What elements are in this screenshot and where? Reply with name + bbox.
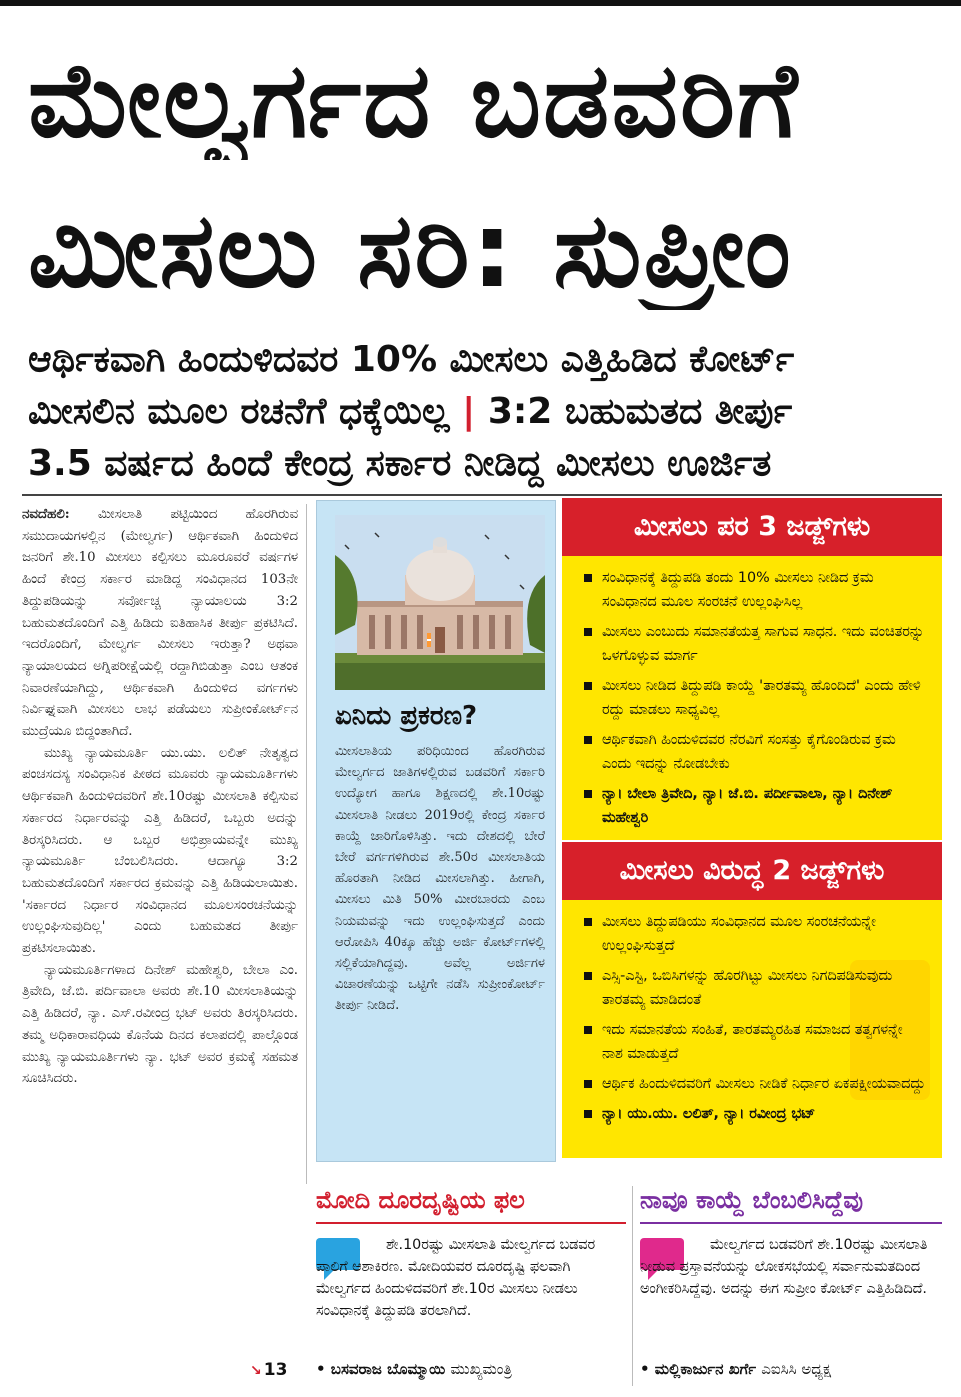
judges-for-panel bbox=[562, 556, 942, 840]
judges-against-title: ಮೀಸಲು ವಿರುದ್ಧ 2 ಜಡ್ಜ್‌ಗಳು bbox=[562, 842, 942, 900]
dateline: ನವದೆಹಲಿ: bbox=[22, 507, 70, 522]
subdeck-line-1: ಆರ್ಥಿಕವಾಗಿ ಹಿಂದುಳಿದವರ 10% ಮೀಸಲು ಎತ್ತಿಹಿಡಿದ ಕೋರ್ಟ್ bbox=[28, 339, 795, 380]
judges-for-point: ಸಂವಿಧಾನಕ್ಕೆ ತಿದ್ದುಪಡಿ ತಂದು 10% ಮೀಸಲು ನೀಡಿದ ಕ್ರಮ ಸಂವಿಧಾನದ ಮೂಲ ಸಂರಚನೆ ಉಲ್ಲಂಘಿಸಿಲ್ಲ bbox=[584, 566, 926, 614]
judges-against-point: ಎಸ್ಸಿ-ಎಸ್ಟಿ, ಒಬಿಸಿಗಳನ್ನು ಹೊರಗಿಟ್ಟು ಮೀಸಲು ನಿಗದಿಪಡಿಸುವುದು ತಾರತಮ್ಯ ಮಾಡಿದಂತೆ bbox=[584, 964, 926, 1012]
judges-for-point: ಮೀಸಲು ನೀಡಿದ ತಿದ್ದುಪಡಿ ಕಾಯ್ದೆ 'ತಾರತಮ್ಯ ಹೊಂದಿದೆ' ಎಂದು ಹೇಳಿ ರದ್ದು ಮಾಡಲು ಸಾಧ್ಯವಿಲ್ಲ bbox=[584, 674, 926, 722]
judges-against-point: ಆರ್ಥಿಕ ಹಿಂದುಳಿದವರಿಗೆ ಮೀಸಲು ನೀಡಿಕೆ ನಿರ್ಧಾರ ಏಕಪಕ್ಷೀಯವಾದದ್ದು bbox=[584, 1072, 926, 1096]
supreme-court-building-icon bbox=[335, 515, 545, 690]
quote-left-text: ಶೇ.10ರಷ್ಟು ಮೀಸಲಾತಿ ಮೇಲ್ವರ್ಗದ ಬಡವರ ಪಾಲಿಗೆ ಆಶಾಕಿರಣ. ಮೋದಿಯವರ ದೂರದೃಷ್ಟಿ ಫಲವಾಗಿ ಮೇಲ್ವರ್ಗದ ಹಿಂದುಳಿದವರಿಗೆ ಶೇ.10ರ ಮೀಸಲು ನೀಡಲು ಸಂವಿಧಾನಕ್ಕೆ ತಿದ್ದುಪಡಿ ತರಲಾಗಿದೆ. bbox=[316, 1237, 596, 1319]
quote-left-attribution bbox=[316, 1360, 512, 1378]
quote-divider bbox=[632, 1186, 633, 1386]
continued-page-ref bbox=[250, 1360, 287, 1380]
headline-line-2: ಮೀಸಲು ಸರಿ: ಸುಪ್ರೀಂ bbox=[28, 190, 793, 310]
judges-for-point: ಮೀಸಲು ಎಂಬುದು ಸಮಾನತೆಯತ್ತ ಸಾಗುವ ಸಾಧನ. ಇದು ವಂಚಿತರನ್ನು ಒಳಗೊಳ್ಳುವ ಮಾರ್ಗ bbox=[584, 620, 926, 668]
quote-left-rule bbox=[316, 1222, 626, 1224]
subdeck-line-2 bbox=[28, 388, 943, 436]
article-para-1-text: ಮೀಸಲಾತಿ ಪಟ್ಟಿಯಿಂದ ಹೊರಗಿರುವ ಸಮುದಾಯಗಳಲ್ಲಿನ (ಮೇಲ್ವರ್ಗ) ಆರ್ಥಿಕವಾಗಿ ಹಿಂದುಳಿದ ಜನರಿಗೆ ಶೇ.10 ಮೀಸಲು ಕಲ್ಪಿಸಲು ಮೂರೂವರೆ ವರ್ಷಗಳ ಹಿಂದೆ ಕೇಂದ್ರ ಸರ್ಕಾರ ಮಾಡಿದ್ದ ಸಂವಿಧಾನದ 103ನೇ ತಿದ್ದುಪಡಿಯನ್ನು ಸರ್ವೋಚ್ಚ ನ್ಯಾಯಾಲಯ 3:2 ಬಹುಮತದೊಂದಿಗೆ ಎತ್ತಿ ಹಿಡಿದು ಐತಿಹಾಸಿಕ ತೀರ್ಪು ಪ್ರಕಟಿಸಿದೆ. ಇದರೊಂದಿಗೆ, ಮೇಲ್ವರ್ಗ ಮೀಸಲು ಇರುತ್ತಾ? ಅಥವಾ ನ್ಯಾಯಾಲಯದ ಅಗ್ನಿಪರೀಕ್ಷೆಯಲ್ಲಿ ರದ್ದಾಗಿಬಿಡುತ್ತಾ ಎಂಬ ಆತಂಕ ನಿವಾರಣೆಯಾಗಿದ್ದು, ಆರ್ಥಿಕವಾಗಿ ಹಿಂದುಳಿದ ವರ್ಗಗಳು ನಿರ್ವಿಘ್ನವಾಗಿ ಮೀಸಲು ಲಾಭ ಪಡೆಯಲು ಸುಪ್ರೀಂಕೋರ್ಟ್‌ನ ಮುದ್ರೆಯೂ ಬಿದ್ದಂತಾಗಿದೆ. bbox=[22, 507, 298, 740]
judges-against-names: ನ್ಯಾ। ಯು.ಯು. ಲಲಿತ್, ನ್ಯಾ। ರವೀಂದ್ರ ಭಟ್ bbox=[584, 1102, 926, 1126]
quote-right-text: ಮೇಲ್ವರ್ಗದ ಬಡವರಿಗೆ ಶೇ.10ರಷ್ಟು ಮೀಸಲಾತಿ ನೀಡುವ ಪ್ರಸ್ತಾವನೆಯನ್ನು ಲೋಕಸಭೆಯಲ್ಲಿ ಸರ್ವಾನುಮತದಿಂದ ಅಂಗೀಕರಿಸಿದ್ದೆವು. ಅದನ್ನು ಈಗ ಸುಪ್ರೀಂ ಕೋರ್ಟ್ ಎತ್ತಿಹಿಡಿದಿದೆ. bbox=[640, 1237, 928, 1297]
judges-for-list bbox=[584, 566, 926, 830]
headline-line-1: ಮೇಲ್ವರ್ಗದ ಬಡವರಿಗೆ bbox=[28, 40, 800, 160]
explainer-box bbox=[316, 500, 556, 1162]
quote-right-name: • ಮಲ್ಲಿಕಾರ್ಜುನ ಖರ್ಗೆ bbox=[640, 1360, 757, 1378]
quote-left-role: ಮುಖ್ಯಮಂತ್ರಿ bbox=[450, 1360, 512, 1378]
article-paragraph-2: ಮುಖ್ಯ ನ್ಯಾಯಮೂರ್ತಿ ಯು.ಯು. ಲಲಿತ್ ನೇತೃತ್ವದ ಪಂಚಸದಸ್ಯ ಸಂವಿಧಾನಿಕ ಪೀಠದ ಮೂವರು ನ್ಯಾಯಮೂರ್ತಿಗಳು ಆರ್ಥಿಕವಾಗಿ ಹಿಂದುಳಿದವರಿಗೆ ಶೇ.10ರಷ್ಟು ಮೀಸಲಾತಿ ಕಲ್ಪಿಸುವ ಸರ್ಕಾರದ ನಿರ್ಧಾರವನ್ನು ಎತ್ತಿ ಹಿಡಿದರೆ, ಒಬ್ಬರು ಅದನ್ನು ತಿರಸ್ಕರಿಸಿದರು. ಆ ಒಬ್ಬರ ಅಭಿಪ್ರಾಯವನ್ನೇ ಮುಖ್ಯ ನ್ಯಾಯಮೂರ್ತಿ ಬೆಂಬಲಿಸಿದರು. ಆದಾಗ್ಯೂ 3:2 ಬಹುಮತದೊಂದಿಗೆ ಸರ್ಕಾರದ ಕ್ರಮವನ್ನು ಎತ್ತಿ ಹಿಡಿಯಲಾಯಿತು. 'ಸರ್ಕಾರದ ನಿರ್ಧಾರ ಸಂವಿಧಾನದ ಮೂಲಸಂರಚನೆಯನ್ನು ಉಲ್ಲಂಘಿಸುವುದಿಲ್ಲ' ಎಂದು ಬಹುಮತದ ತೀರ್ಪು ಪ್ರಕಟಿಸಲಾಯಿತು. bbox=[22, 745, 298, 957]
judges-against-point: ಇದು ಸಮಾನತೆಯ ಸಂಹಿತೆ, ತಾರತಮ್ಯರಹಿತ ಸಮಾಜದ ತತ್ವಗಳನ್ನೇ ನಾಶ ಮಾಡುತ್ತದೆ bbox=[584, 1018, 926, 1066]
judges-for-title: ಮೀಸಲು ಪರ 3 ಜಡ್ಜ್‌ಗಳು bbox=[562, 498, 942, 556]
subdeck-line-3: 3.5 ವರ್ಷದ ಹಿಂದೆ ಕೇಂದ್ರ ಸರ್ಕಾರ ನೀಡಿದ್ದ ಮೀಸಲು ಊರ್ಜಿತ bbox=[28, 443, 772, 484]
judges-against-list bbox=[584, 910, 926, 1126]
quote-left-name: • ಬಸವರಾಜ ಬೊಮ್ಮಾಯಿ bbox=[316, 1360, 446, 1378]
quote-left-title: ಮೋದಿ ದೂರದೃಷ್ಟಿಯ ಫಲ bbox=[316, 1186, 525, 1214]
quote-right-rule bbox=[640, 1222, 942, 1224]
column-divider bbox=[306, 504, 307, 1184]
continue-arrow-icon: ↘ bbox=[250, 1363, 262, 1379]
explainer-body: ಮೀಸಲಾತಿಯ ಪರಿಧಿಯಿಂದ ಹೊರಗಿರುವ ಮೇಲ್ವರ್ಗದ ಜಾತಿಗಳಲ್ಲಿರುವ ಬಡವರಿಗೆ ಸರ್ಕಾರಿ ಉದ್ಯೋಗ ಹಾಗೂ ಶಿಕ್ಷಣದಲ್ಲಿ ಶೇ.10ರಷ್ಟು ಮೀಸಲಾತಿ ನೀಡಲು 2019ರಲ್ಲಿ ಕೇಂದ್ರ ಸರ್ಕಾರ ಕಾಯ್ದೆ ಜಾರಿಗೊಳಿಸಿತ್ತು. ಇದು ದೇಶದಲ್ಲಿ ಬೇರೆ ಬೇರೆ ವರ್ಗಗಳಿಗಿರುವ ಶೇ.50ರ ಮೀಸಲಾತಿಯ ಹೊರತಾಗಿ ನೀಡಿದ ಮೀಸಲಾಗಿತ್ತು. ಹೀಗಾಗಿ, ಮೀಸಲು ಮಿತಿ 50% ಮೀರಬಾರದು ಎಂಬ ನಿಯಮವನ್ನು ಇದು ಉಲ್ಲಂಘಿಸುತ್ತದೆ ಎಂದು ಆರೋಪಿಸಿ 40ಕ್ಕೂ ಹೆಚ್ಚು ಅರ್ಜಿ ಕೋರ್ಟ್‌ಗಳಲ್ಲಿ ಸಲ್ಲಿಕೆಯಾಗಿದ್ದವು. ಅವೆಲ್ಲ ಅರ್ಜಿಗಳ ವಿಚಾರಣೆಯನ್ನು ಒಟ್ಟಿಗೇ ನಡೆಸಿ ಸುಪ್ರೀಂಕೋರ್ಟ್ ತೀರ್ಪು ನೀಡಿದೆ. bbox=[335, 744, 545, 1014]
article-paragraph-1 bbox=[22, 504, 298, 743]
subdeck-separator: | bbox=[462, 391, 476, 432]
quote-right-title: ನಾವೂ ಕಾಯ್ದೆ ಬೆಂಬಲಿಸಿದ್ದೆವು bbox=[640, 1186, 863, 1214]
subdeck-line-2a: ಮೀಸಲಿನ ಮೂಲ ರಚನೆಗೆ ಧಕ್ಕೆಯಿಲ್ಲ bbox=[28, 391, 450, 432]
judges-for-point: ಆರ್ಥಿಕವಾಗಿ ಹಿಂದುಳಿದವರ ನೆರವಿಗೆ ಸಂಸತ್ತು ಕೈಗೊಂಡಿರುವ ಕ್ರಮ ಎಂದು ಇದನ್ನು ನೋಡಬೇಕು bbox=[584, 728, 926, 776]
explainer-title: ಏನಿದು ಪ್ರಕರಣ? bbox=[335, 701, 478, 731]
quote-right-role: ಎಐಸಿಸಿ ಅಧ್ಯಕ್ಷ bbox=[761, 1360, 832, 1378]
supreme-court-photo bbox=[335, 515, 545, 690]
article-paragraph-3: ನ್ಯಾಯಮೂರ್ತಿಗಳಾದ ದಿನೇಶ್ ಮಹೇಶ್ವರಿ, ಬೇಲಾ ಎಂ. ತ್ರಿವೇದಿ, ಜೆ.ಬಿ. ಪರ್ದಿವಾಲಾ ಅವರು ಶೇ.10 ಮೀಸಲಾತಿಯನ್ನು ಎತ್ತಿ ಹಿಡಿದರೆ, ನ್ಯಾ. ಎಸ್.ರವೀಂದ್ರ ಭಟ್ ಅವರು ತಿರಸ್ಕರಿಸಿದರು. ತಮ್ಮ ಅಧಿಕಾರಾವಧಿಯ ಕೊನೆಯ ದಿನದ ಕಲಾಪದಲ್ಲಿ ಪಾಲ್ಗೊಂಡ ಮುಖ್ಯ ನ್ಯಾಯಮೂರ್ತಿಗಳು ನ್ಯಾ. ಭಟ್ ಅವರ ಕ್ರಮಕ್ಕೆ ಸಹಮತ ಸೂಚಿಸಿದರು. bbox=[22, 962, 298, 1087]
main-article bbox=[22, 504, 298, 1384]
top-rule bbox=[0, 0, 961, 6]
judges-against-panel bbox=[562, 900, 942, 1158]
judges-for-names: ನ್ಯಾ। ಬೇಲಾ ತ್ರಿವೇದಿ, ನ್ಯಾ। ಜೆ.ಬಿ. ಪರ್ದೀವಾಲಾ, ನ್ಯಾ। ದಿನೇಶ್ ಮಹೇಶ್ವರಿ bbox=[584, 782, 926, 830]
subdeck-line-2b: 3:2 ಬಹುಮತದ ತೀರ್ಪು bbox=[487, 391, 793, 432]
judges-against-point: ಮೀಸಲು ತಿದ್ದುಪಡಿಯು ಸಂವಿಧಾನದ ಮೂಲ ಸಂರಚನೆಯನ್ನೇ ಉಲ್ಲಂಘಿಸುತ್ತದೆ bbox=[584, 910, 926, 958]
quote-right-attribution bbox=[640, 1360, 831, 1378]
page-number: 13 bbox=[263, 1360, 288, 1380]
deck-divider bbox=[22, 494, 942, 496]
